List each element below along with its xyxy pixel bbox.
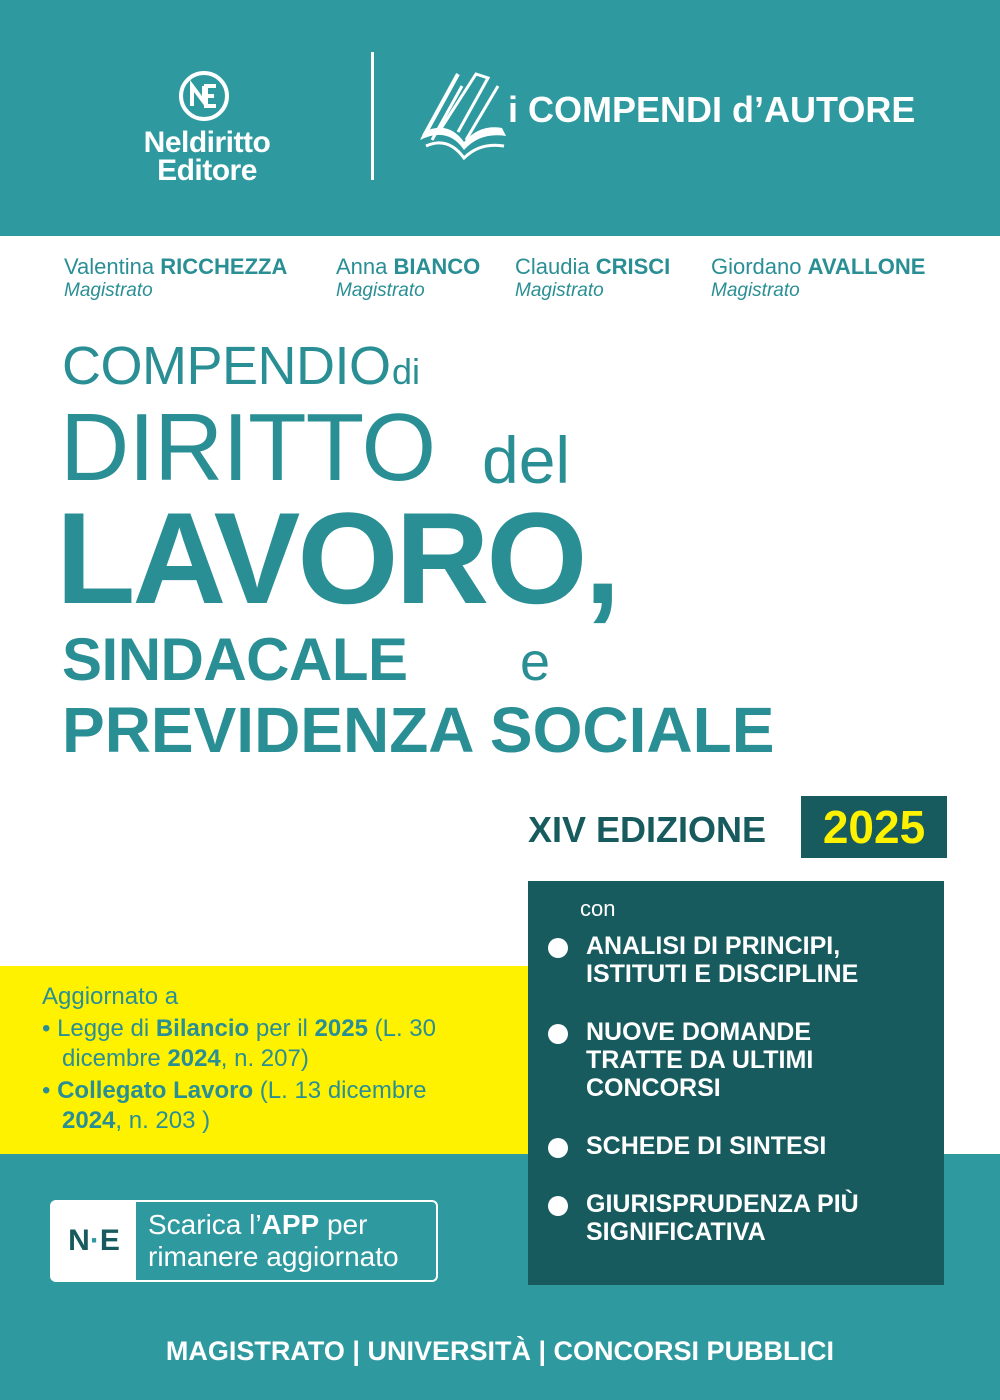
title-diritto: DIRITTO	[60, 394, 436, 501]
author-first-name: Valentina	[64, 254, 155, 279]
publisher-name-line1: Neldiritto	[143, 126, 271, 159]
app-logo-text	[52, 1202, 136, 1280]
publisher-logo-icon	[178, 70, 230, 122]
app-logo-letter: E	[99, 1224, 120, 1257]
bullet-icon	[548, 1196, 568, 1216]
title-lavoro: LAVORO,	[56, 485, 618, 631]
feature-text: NUOVE DOMANDE TRATTE DA ULTIMI CONCORSI	[586, 1018, 814, 1102]
edition-label: XIV EDIZIONE	[528, 809, 767, 850]
app-text: Scarica l’	[148, 1209, 262, 1240]
author-first-name: Anna	[336, 254, 388, 279]
author-role: Magistrato	[336, 280, 425, 301]
feature-text: SCHEDE DI SINTESI	[586, 1132, 827, 1160]
update-box	[0, 966, 530, 1154]
app-logo-letter: N	[68, 1224, 90, 1257]
title-sindacale: SINDACALE	[62, 626, 408, 693]
update-item-1-line1	[42, 1014, 436, 1044]
features-intro: con	[580, 896, 616, 921]
app-logo-dot: ·	[89, 1224, 100, 1257]
app-text: per	[319, 1209, 368, 1240]
app-text-line2: rimanere aggiornato	[148, 1241, 399, 1272]
feature-text: GIURISPRUDENZA PIÙ SIGNIFICATIVA	[586, 1190, 859, 1246]
update-text-bold: 2025	[314, 1015, 368, 1042]
title-compendio: COMPENDIO	[62, 336, 391, 396]
update-text-bold: Collegato Lavoro	[57, 1077, 254, 1104]
update-text: , n. 207)	[220, 1045, 309, 1072]
update-text: • Legge di	[42, 1015, 156, 1042]
author-3	[515, 254, 670, 302]
author-4	[711, 254, 925, 302]
author-role: Magistrato	[64, 280, 153, 301]
author-first-name: Giordano	[711, 254, 802, 279]
title-previdenza-sociale: PREVIDENZA SOCIALE	[62, 694, 775, 766]
app-text-line1	[148, 1209, 367, 1241]
series-title: i COMPENDI d’AUTORE	[508, 89, 916, 130]
update-text-bold: 2024	[62, 1107, 116, 1134]
header-divider	[371, 52, 374, 180]
open-book-icon	[418, 66, 510, 162]
author-2	[336, 254, 480, 302]
author-last-name: RICCHEZZA	[160, 254, 288, 279]
author-last-name: AVALLONE	[807, 254, 926, 279]
bullet-icon	[548, 938, 568, 958]
update-text-bold: 2024	[167, 1045, 221, 1072]
update-text: (L. 30	[367, 1015, 436, 1042]
publisher-name-line2: Editore	[157, 154, 257, 187]
author-1	[64, 254, 287, 302]
update-item-2-line1	[42, 1076, 427, 1106]
feature-text: ANALISI DI PRINCIPI, ISTITUTI E DISCIPLINE	[586, 932, 859, 988]
author-role: Magistrato	[515, 280, 604, 301]
update-text: per il	[249, 1015, 315, 1042]
app-text-bold: APP	[261, 1209, 320, 1240]
author-last-name: BIANCO	[393, 254, 481, 279]
bullet-icon	[548, 1024, 568, 1044]
update-text: •	[42, 1077, 58, 1104]
update-text-bold: Bilancio	[155, 1015, 250, 1042]
update-text: (L. 13 dicembre	[253, 1077, 427, 1104]
update-text: , n. 203 )	[115, 1107, 211, 1134]
author-role: Magistrato	[711, 280, 800, 301]
title-del: del	[482, 423, 571, 497]
author-first-name: Claudia	[515, 254, 590, 279]
author-last-name: CRISCI	[595, 254, 671, 279]
update-item-2-line2	[62, 1106, 210, 1136]
update-intro: Aggiornato a	[42, 983, 179, 1010]
audience-line: MAGISTRATO | UNIVERSITÀ | CONCORSI PUBBLICI	[165, 1336, 835, 1366]
edition-year: 2025	[822, 801, 926, 853]
bullet-icon	[548, 1138, 568, 1158]
update-text: dicembre	[62, 1045, 168, 1072]
update-item-1-line2	[62, 1044, 309, 1074]
title-di: di	[392, 351, 421, 392]
title-e: e	[520, 632, 551, 692]
